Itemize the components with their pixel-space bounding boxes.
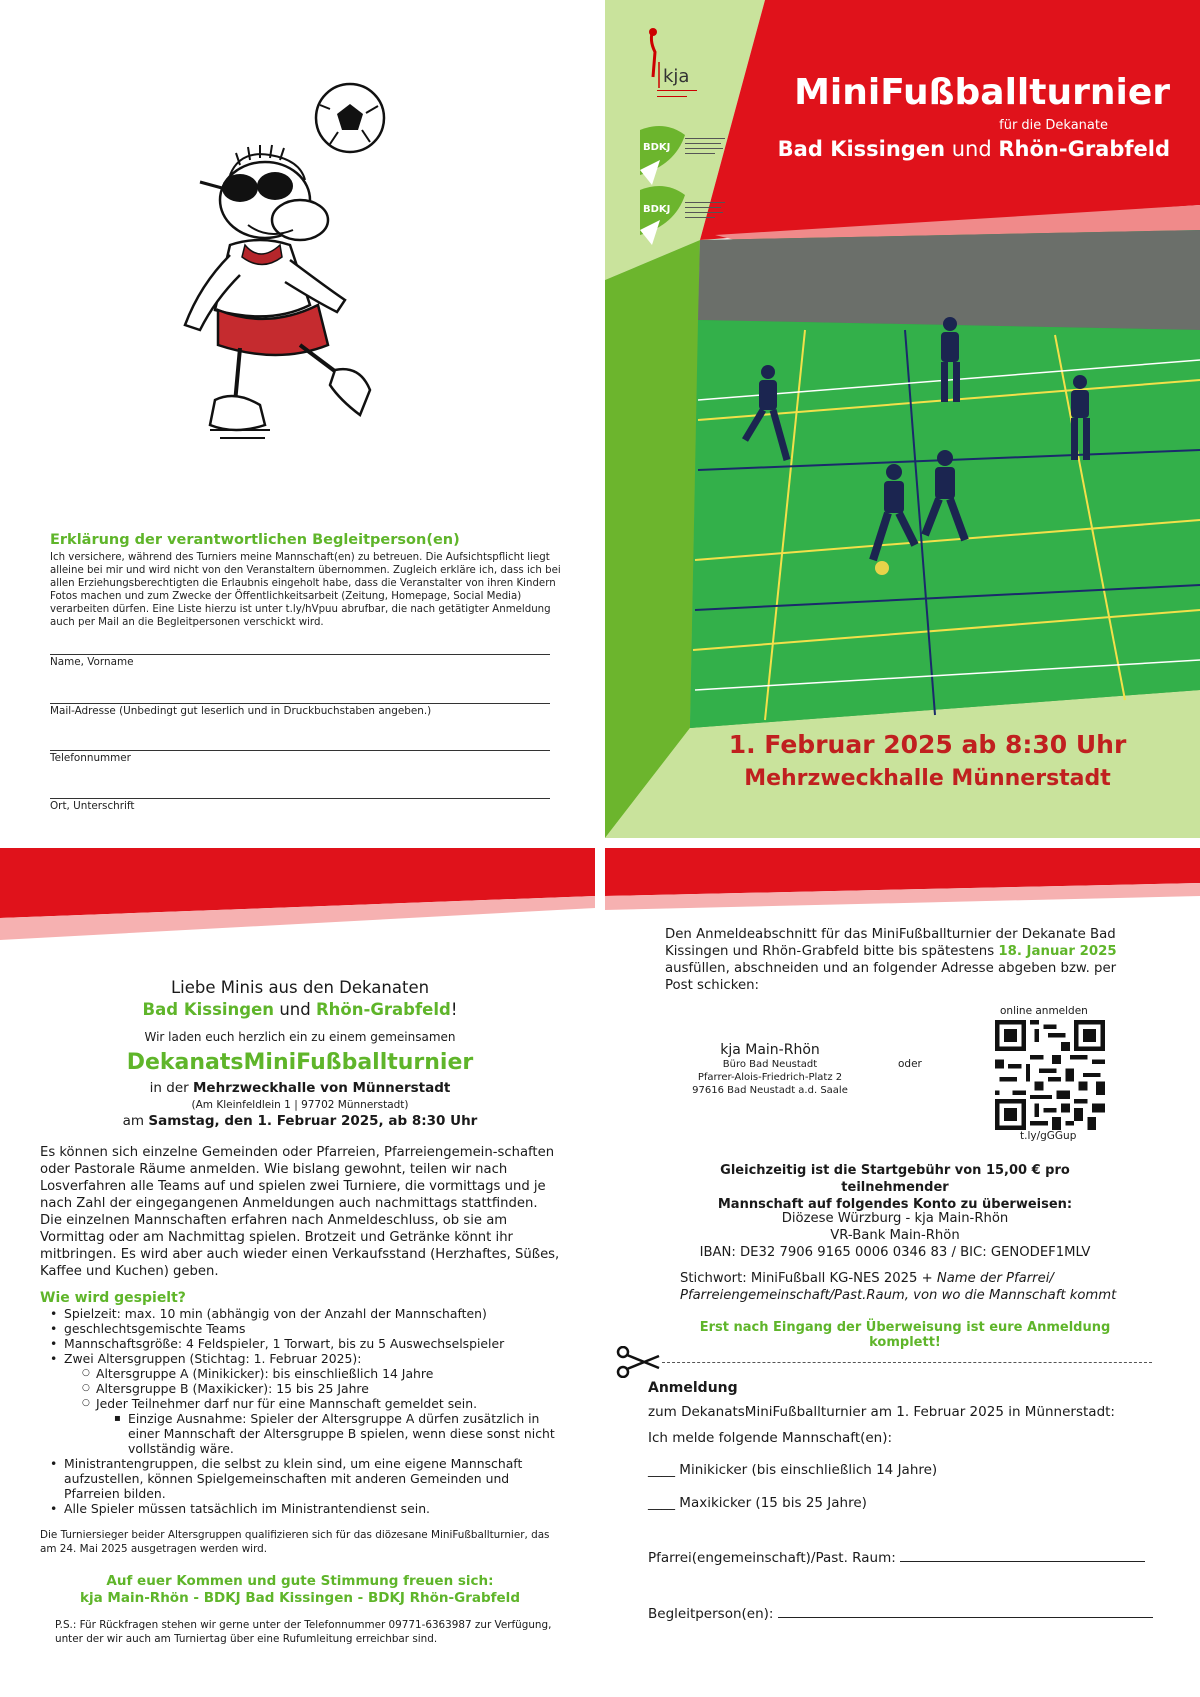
keyword-italic: Pfarreiengemeinschaft/Past.Raum, von wo die Mannschaft kommt (680, 1288, 1117, 1303)
list-item: ○ Altersgruppe A (Minikicker): bis einschließlich 14 Jahre (82, 1366, 560, 1381)
winners-note: Die Turniersieger beider Altersgruppen qualifizieren sich für das diözesane MiniFußballturnier, das am 24. Mai 2025 ausgetragen werden wird. (40, 1529, 550, 1555)
scissors-icon (615, 1346, 661, 1378)
region-bad-kissingen: Bad Kissingen (777, 137, 946, 161)
greeting: Liebe Minis aus den Dekanaten (170, 978, 430, 997)
form-line: Ich melde folgende Mannschaft(en): (648, 1430, 893, 1446)
option-blank[interactable]: ____ (648, 1495, 675, 1511)
list-item: • Alle Spieler müssen tatsächlich im Ministrantendienst sein. (50, 1501, 560, 1516)
cheer-line: Auf euer Kommen und gute Stimmung freuen sich: (106, 1573, 494, 1589)
parish-label: Pfarrei(engemeinschaft)/Past. Raum: (648, 1550, 896, 1566)
office-detail (690, 1058, 850, 1097)
signature-line[interactable] (50, 798, 550, 799)
form-line: zum DekanatsMiniFußballturnier am 1. Februar 2025 in Münnerstadt: (648, 1404, 1115, 1420)
list-item (82, 1396, 560, 1456)
cover-title: MiniFußballturnier (794, 72, 1170, 113)
option-maxikicker[interactable] (648, 1495, 867, 1511)
venue-name: Mehrzweckhalle von Münnerstadt (192, 1080, 451, 1096)
registration-intro-end: ausfüllen, abschneiden und an folgender Adresse abgeben bzw. per Post schicken: (665, 961, 1117, 993)
bdkj-logo-text: BDKJ (643, 142, 671, 153)
field-label-mail: Mail-Adresse (Unbedingt gut leserlich und in Druckbuchstaben angeben.) (50, 705, 432, 717)
cover-region (605, 137, 1200, 161)
greeting-end: ! (450, 1000, 458, 1019)
field-label-name: Name, Vorname (50, 656, 134, 668)
bdkj-logo-text: BDKJ (643, 204, 671, 215)
form-title: Anmeldung (648, 1380, 738, 1396)
companion-input-line[interactable] (778, 1606, 1153, 1618)
field-label-signature: Ort, Unterschrift (50, 800, 135, 812)
parish-input-line[interactable] (900, 1550, 1145, 1562)
registration-intro-start: Den Anmeldeabschnitt für das MiniFußballturnier der Dekanate Bad Kissingen und Rhön-Grabfeld bitte bis spätestens (665, 927, 1116, 959)
option-blank[interactable]: ____ (648, 1462, 675, 1478)
rules-list (50, 1306, 560, 1516)
keyword-label: Stichwort: MiniFußball KG-NES 2025 + (680, 1271, 933, 1286)
event-name: DekanatsMiniFußballturnier (126, 1050, 474, 1075)
ps-note: P.S.: Für Rückfragen stehen wir gerne unter der Telefonnummer 09771-6363987 zur Verfügung, unter der wir auch am Turniertag über eine Rufumleitung erreichbar sind. (55, 1619, 552, 1645)
event-date: Samstag, den 1. Februar 2025, ab 8:30 Uhr (148, 1113, 478, 1129)
bank-details (665, 1210, 1125, 1261)
cover-venue: Mehrzweckhalle Münnerstadt (744, 766, 1111, 791)
how-title: Wie wird gespielt? (40, 1290, 186, 1306)
companion-label: Begleitperson(en): (648, 1606, 774, 1622)
list-item: ○ Altersgruppe B (Maxikicker): 15 bis 25 Jahre (82, 1381, 560, 1396)
signature-line[interactable] (50, 703, 550, 704)
registration-intro (665, 926, 1125, 994)
venue-address: (Am Kleinfeldlein 1 | 97702 Münnerstadt) (191, 1099, 409, 1111)
region-bad-kissingen: Bad Kissingen (142, 1000, 275, 1019)
region-rhoen-grabfeld: Rhön-Grabfeld (998, 137, 1170, 161)
registration-deadline: 18. Januar 2025 (998, 944, 1117, 959)
cover-date: 1. Februar 2025 ab 8:30 Uhr (728, 730, 1127, 759)
option-label: Maxikicker (15 bis 25 Jahre) (679, 1495, 867, 1511)
cover-subtitle: für die Dekanate (999, 118, 1108, 133)
organizers-line: kja Main-Rhön - BDKJ Bad Kissingen - BDKJ Rhön-Grabfeld (80, 1590, 520, 1606)
region-and: und (951, 137, 992, 161)
transfer-keyword (680, 1270, 1140, 1304)
venue-prefix: in der (149, 1080, 189, 1096)
date-line (40, 1113, 560, 1129)
date-prefix: am (122, 1113, 145, 1129)
list-item: ▪ Einzige Ausnahme: Spieler der Altersgruppe A dürfen zusätzlich in einer Mannschaft der Altersgruppe B spielen, wenn diese sonst nicht vollständig wäre. (114, 1411, 560, 1456)
qr-code-icon[interactable] (995, 1020, 1105, 1130)
option-label: Minikicker (bis einschließlich 14 Jahre) (679, 1462, 938, 1478)
list-item-text: Jeder Teilnehmer darf nur für eine Mannschaft gemeldet sein. (96, 1396, 478, 1411)
list-item-text: Zwei Altersgruppen (Stichtag: 1. Februar 2025): (64, 1351, 362, 1366)
office-line: Pfarrer-Alois-Friedrich-Platz 2 (697, 1072, 843, 1083)
list-item (50, 1351, 560, 1456)
online-label: online anmelden (1000, 1005, 1088, 1017)
office-name: kja Main-Rhön (720, 1042, 820, 1058)
fee-line: Gleichzeitig ist die Startgebühr von 15,00 € pro teilnehmender (720, 1163, 1070, 1195)
bank-line: Diözese Würzburg - kja Main-Rhön (781, 1211, 1009, 1226)
field-label-phone: Telefonnummer (50, 752, 131, 764)
bank-line: VR-Bank Main-Rhön (830, 1228, 960, 1243)
kja-logo-text: kja (663, 66, 690, 87)
keyword-italic: Name der Pfarrei/ (936, 1271, 1054, 1286)
option-minikicker[interactable] (648, 1462, 937, 1478)
list-item: • Mannschaftsgröße: 4 Feldspieler, 1 Torwart, bis zu 5 Auswechselspieler (50, 1336, 560, 1351)
cover-page (605, 0, 1200, 838)
mascot-illustration (170, 70, 470, 460)
fee-note (665, 1162, 1125, 1213)
list-item: • Ministrantengruppen, die selbst zu klein sind, um eine eigene Mannschaft aufzustellen, können Spielgemeinschaften mit anderen Gemeinden und Pfarreien bilden. (50, 1456, 560, 1501)
invite-text: Wir laden euch herzlich ein zu einem gemeinsamen (144, 1030, 456, 1044)
office-line: 97616 Bad Neustadt a.d. Saale (692, 1085, 848, 1096)
signature-line[interactable] (50, 654, 550, 655)
list-item: • geschlechtsgemischte Teams (50, 1321, 560, 1336)
short-link[interactable]: t.ly/gGGup (1020, 1130, 1077, 1142)
bank-iban: IBAN: DE32 7906 9165 0006 0346 83 / BIC: GENODEF1MLV (699, 1245, 1091, 1260)
signature-line[interactable] (50, 750, 550, 751)
completion-note: Erst nach Eingang der Überweisung ist eure Anmeldung komplett! (699, 1320, 1111, 1350)
declaration-title: Erklärung der verantwortlichen Begleitperson(en) (50, 532, 460, 548)
intro-text: Es können sich einzelne Gemeinden oder Pfarreien, Pfarreiengemein-schaften oder Pastorale Räume anmelden. Wie bislang gewohnt, teilen wir nach Losverfahren alle Teams auf und spielen zwei Turniere, die vormittags und je nach Zahl der eingegangenen Anmeldungen auch nachmittags stattfinden. Die einzelnen Mannschaften erfahren nach Anmeldeschluss, ob sie am Vormittag oder am Nachmittag spielen. Brotzeit und Getränke könnt ihr mitbringen. Es wird aber auch wieder einen Verkaufsstand (Herzhaftes, Süßes, Kaffee und Kuchen) geben. (40, 1145, 560, 1279)
declaration-text: Ich versichere, während des Turniers meine Mannschaft(en) zu betreuen. Die Aufsichtspflicht liegt alleine bei mir und wird nicht von den Veranstaltern übernommen. Zugleich erkläre ich, dass ich bei allen Erziehungsberechtigten die Erlaubnis eingeholt habe, dass die Veranstalter von ihren Kindern Fotos machen und zum Zwecke der Öffentlichkeitsarbeit (Zeitung, Homepage, Social Media) verarbeiten dürfen. Eine Liste hierzu ist unter t.ly/hVpuu abrufbar, die nach getätigter Anmeldung auch per Mail an die Begleitpersonen verschickt wird. (50, 552, 561, 628)
cut-line (662, 1362, 1152, 1363)
region-and: und (279, 1000, 311, 1019)
football-icon (316, 84, 384, 152)
parish-field[interactable] (648, 1550, 1145, 1566)
office-line: Büro Bad Neustadt (722, 1059, 818, 1070)
fee-line: Mannschaft auf folgendes Konto zu überweisen: (717, 1197, 1073, 1212)
office-address (690, 1042, 850, 1097)
list-item: • Spielzeit: max. 10 min (abhängig von der Anzahl der Mannschaften) (50, 1306, 560, 1321)
or-label: oder (898, 1058, 922, 1070)
companion-field[interactable] (648, 1606, 1153, 1622)
greeting-regions (40, 1000, 560, 1019)
ball-icon (875, 561, 889, 575)
region-rhoen-grabfeld: Rhön-Grabfeld (315, 1000, 451, 1019)
venue-line (40, 1080, 560, 1096)
